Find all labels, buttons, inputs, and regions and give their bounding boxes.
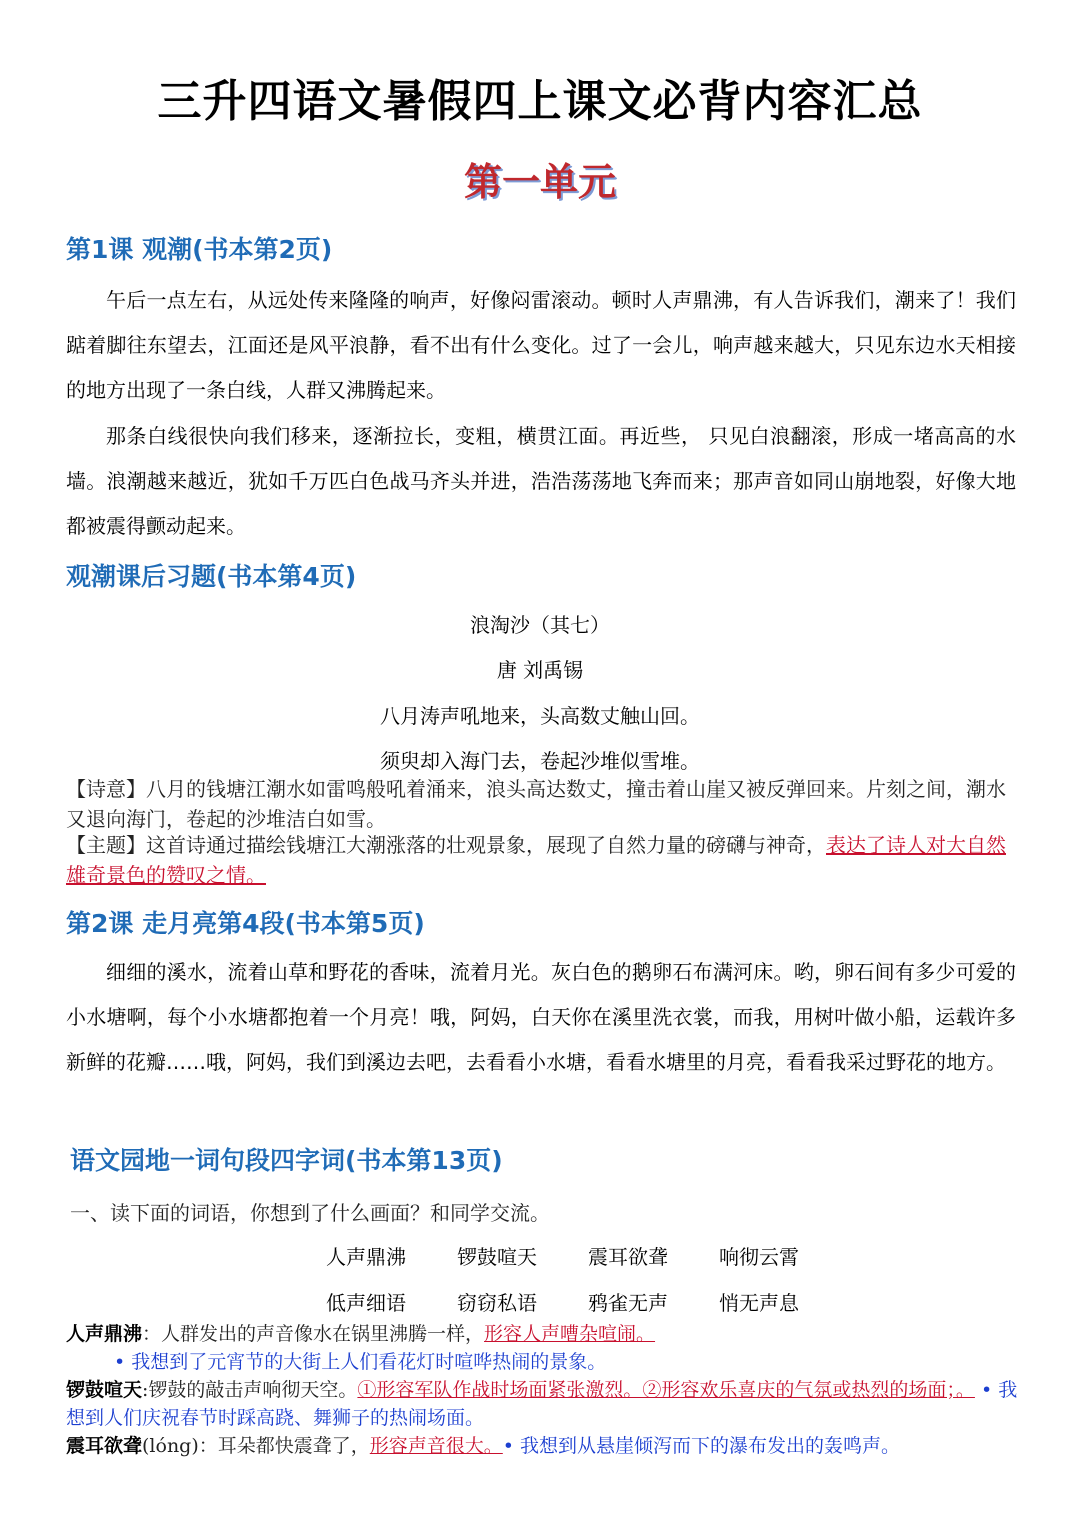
definition-1 bbox=[66, 1320, 1026, 1348]
lesson2-heading: 第2课 走月亮第4段(书本第5页) bbox=[66, 909, 425, 938]
definition-1-example: • 我想到了元宵节的大街上人们看花灯时喧哗热闹的景象。 bbox=[114, 1351, 607, 1373]
definition-pinyin: (lóng) bbox=[142, 1435, 199, 1457]
poem-line-2: 须臾却入海门去，卷起沙堆似雪堆。 bbox=[380, 749, 700, 773]
definition-term: 人声鼎沸 bbox=[66, 1323, 143, 1345]
definition-3 bbox=[66, 1432, 1026, 1460]
lesson2-paragraph: 细细的溪水，流着山草和野花的香味，流着月光。灰白色的鹅卵石布满河床。哟，卵石间有多少可爱的小水塘啊，每个小水塘都抱着一个月亮！哦，阿妈，白天你在溪里洗衣裳，而我，用树叶做小船，运载许多新鲜的花瓣……哦，阿妈，我们到溪边去吧，去看看小水塘，看看水塘里的月亮，看看我采过野花的地方。 bbox=[66, 960, 1016, 1074]
meaning-text: 八月的钱塘江潮水如雷鸣般吼着涌来，浪头高达数丈，撞击着山崖又被反弹回来。片刻之间，潮水又退向海门，卷起的沙堆洁白如雪。 bbox=[66, 777, 1006, 831]
exercise1-heading: 观潮课后习题(书本第4页) bbox=[66, 562, 357, 591]
poem-title: 浪淘沙（其七） bbox=[470, 613, 610, 637]
definition-text: :锣鼓的敲击声响彻天空。 bbox=[142, 1379, 358, 1401]
meaning-label: 【诗意】 bbox=[66, 777, 146, 801]
definition-3-example: • 我想到从悬崖倾泻而下的瀑布发出的轰鸣声。 bbox=[502, 1435, 901, 1457]
definition-text: ：耳朵都快震聋了， bbox=[198, 1435, 370, 1457]
garden-question: 一、读下面的词语，你想到了什么画面？和同学交流。 bbox=[70, 1201, 550, 1225]
word-item: 响彻云霄 bbox=[719, 1245, 799, 1269]
poem-line-1: 八月涛声吼地来，头高数丈触山回。 bbox=[380, 704, 700, 728]
word-item: 人声鼎沸 bbox=[326, 1245, 406, 1269]
lesson1-paragraph-1: 午后一点左右，从远处传来隆隆的响声，好像闷雷滚动。顿时人声鼎沸，有人告诉我们，潮来了！我们踮着脚往东望去，江面还是风平浪静，看不出有什么变化。过了一会儿，响声越来越大，只见东边水天相接的地方出现了一条白线，人群又沸腾起来。 bbox=[66, 288, 1016, 402]
word-item: 窃窃私语 bbox=[457, 1291, 537, 1315]
definition-2 bbox=[66, 1376, 1026, 1432]
definition-term: 锣鼓喧天 bbox=[66, 1379, 143, 1401]
definition-term: 震耳欲聋 bbox=[66, 1435, 143, 1457]
poem-meaning bbox=[66, 774, 1016, 834]
definition-highlight: ①形容军队作战时场面紧张激烈。②形容欢乐喜庆的气氛或热烈的场面；。 bbox=[357, 1379, 975, 1401]
word-item: 低声细语 bbox=[326, 1291, 406, 1315]
definition-highlight: 形容声音很大。 bbox=[369, 1435, 503, 1457]
theme-label: 【主题】 bbox=[66, 833, 146, 857]
theme-highlight: 表达了诗人对大自然雄奇景色的赞叹之情。 bbox=[66, 833, 1006, 887]
definition-highlight: 形容人声嘈杂喧闹。 bbox=[484, 1323, 656, 1345]
garden-heading: 语文园地一词句段四字词(书本第13页) bbox=[70, 1146, 503, 1175]
definition-2-example: • 我想到人们庆祝春节时踩高跷、舞狮子的热闹场面。 bbox=[66, 1379, 1018, 1429]
lesson1-paragraph-2: 那条白线很快向我们移来，逐渐拉长，变粗，横贯江面。再近些， 只见白浪翻滚，形成一堵高高的水墙。浪潮越来越近，犹如千万匹白色战马齐头并进，浩浩荡荡地飞奔而来；那声音如同山崩地裂，好像大地都被震得颤动起来。 bbox=[66, 424, 1016, 538]
definition-text: ：人群发出的声音像水在锅里沸腾一样， bbox=[142, 1323, 485, 1345]
page-title: 三升四语文暑假四上课文必背内容汇总 bbox=[157, 76, 923, 127]
word-item: 悄无声息 bbox=[719, 1291, 799, 1315]
lesson1-heading: 第1课 观潮(书本第2页) bbox=[66, 235, 333, 264]
word-item: 鸦雀无声 bbox=[588, 1291, 668, 1315]
word-item: 震耳欲聋 bbox=[588, 1245, 668, 1269]
word-item: 锣鼓喧天 bbox=[457, 1245, 537, 1269]
poem-author: 唐 刘禹锡 bbox=[496, 658, 584, 682]
theme-text: 这首诗通过描绘钱塘江大潮涨落的壮观景象，展现了自然力量的磅礴与神奇， bbox=[146, 833, 826, 857]
word-row-1 bbox=[326, 1235, 850, 1280]
unit-title: 第一单元 bbox=[463, 160, 616, 204]
poem-theme bbox=[66, 830, 1016, 890]
